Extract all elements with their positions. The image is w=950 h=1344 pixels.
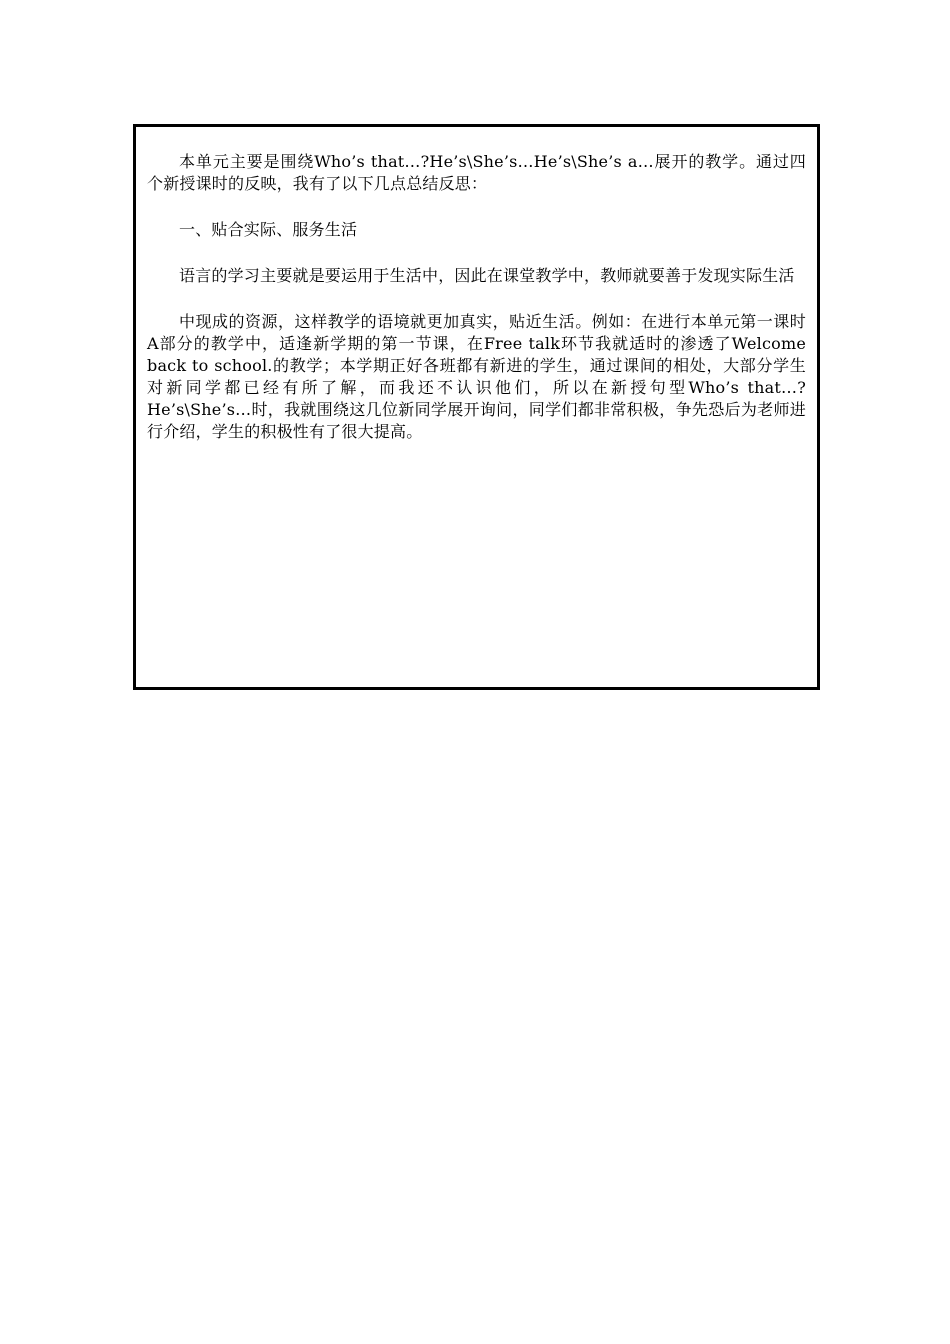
reflection-text-box	[133, 124, 820, 690]
body-paragraph: 语言的学习主要就是要运用于生活中，因此在课堂教学中，教师就要善于发现实际生活	[179, 266, 795, 285]
reflection-content	[147, 151, 806, 443]
intro-paragraph: 本单元主要是围绕Who’s that…?He’s\She’s…He’s\She’s a…展开的教学。通过四个新授课时的反映，我有了以下几点总结反思：	[147, 152, 806, 193]
example-paragraph: 中现成的资源，这样教学的语境就更加真实，贴近生活。例如：在进行本单元第一课时A部分的教学中，适逢新学期的第一节课，在Free talk环节我就适时的渗透了Welcome back to school.的教学；本学期正好各班都有新进的学生，通过课间的相处，大部分学生对新同学都已经有所了解，而我还不认识他们，所以在新授句型Who’s that…?He’s\She’s…时，我就围绕这几位新同学展开询问，同学们都非常积极，争先恐后为老师进行介绍，学生的积极性有了很大提高。	[147, 312, 806, 441]
section-heading: 一、贴合实际、服务生活	[179, 220, 358, 239]
